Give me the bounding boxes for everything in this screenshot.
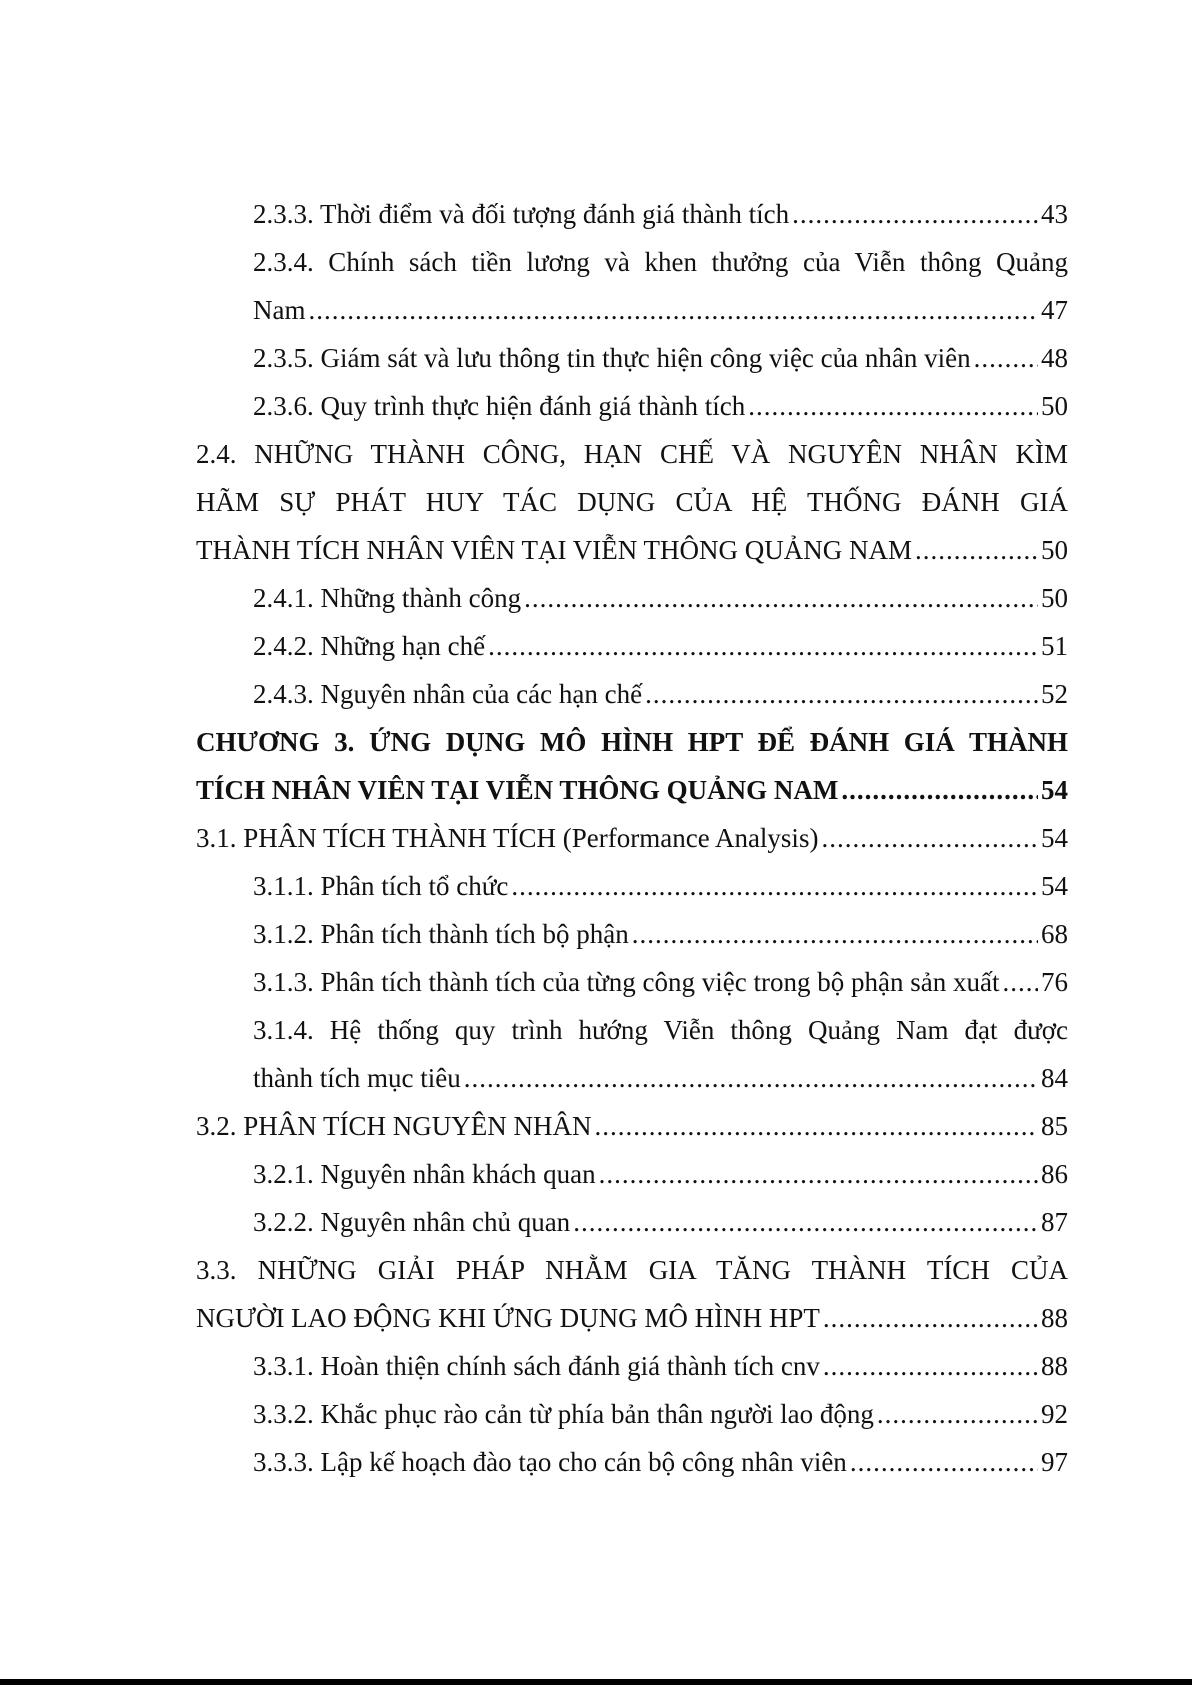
toc-entry-line — [196, 766, 1068, 814]
toc-entry-title: TÍCH NHÂN VIÊN TẠI VIỄN THÔNG QUẢNG NAM — [196, 775, 839, 805]
dot-leader — [841, 766, 1038, 814]
toc-entry-line — [253, 670, 1068, 718]
toc-entry[interactable] — [196, 958, 1068, 1006]
toc-entry-title: Nam — [253, 295, 306, 325]
toc-entry-line — [196, 1246, 1068, 1294]
toc-entry-line — [253, 1390, 1068, 1438]
toc-entry-line — [253, 622, 1068, 670]
toc-page-number: 54 — [1041, 823, 1068, 853]
toc-entry-line — [253, 1054, 1068, 1102]
toc-entry[interactable] — [196, 1438, 1068, 1486]
toc-page-number: 84 — [1041, 1063, 1068, 1093]
toc-entry-title: 3.3.1. Hoàn thiện chính sách đánh giá thành tích cnv — [253, 1351, 820, 1381]
toc-page-number: 54 — [1041, 871, 1068, 901]
toc-page-number: 68 — [1041, 919, 1068, 949]
dot-leader — [915, 526, 1038, 574]
toc-entry-title: NGƯỜI LAO ĐỘNG KHI ỨNG DỤNG MÔ HÌNH HPT — [196, 1303, 820, 1333]
toc-entry-line — [253, 910, 1068, 958]
toc-entry[interactable] — [196, 190, 1068, 238]
toc-entry[interactable] — [196, 814, 1068, 862]
toc-entry-title: 3.1.3. Phân tích thành tích của từng công việc trong bộ phận sản xuất — [253, 967, 1000, 997]
dot-leader — [974, 334, 1038, 382]
dot-leader — [823, 1294, 1038, 1342]
toc-entry-line — [196, 526, 1068, 574]
toc-entry-line — [196, 430, 1068, 478]
dot-leader — [573, 1198, 1038, 1246]
toc-entry-title: 3.1. PHÂN TÍCH THÀNH TÍCH (Performance Analysis) — [196, 823, 819, 853]
toc-entry-title: 3.1.2. Phân tích thành tích bộ phận — [253, 919, 629, 949]
toc-entry-title: 2.3.3. Thời điểm và đối tượng đánh giá thành tích — [253, 199, 790, 229]
toc-page-number: 47 — [1041, 295, 1068, 325]
toc-entry-title: THÀNH TÍCH NHÂN VIÊN TẠI VIỄN THÔNG QUẢNG NAM — [196, 535, 912, 565]
toc-entry-line — [253, 958, 1068, 1006]
dot-leader — [464, 1054, 1038, 1102]
toc-entry-line — [196, 718, 1068, 766]
toc-entry[interactable] — [196, 574, 1068, 622]
toc-entry-line — [253, 862, 1068, 910]
dot-leader — [792, 190, 1038, 238]
toc-page-number: 43 — [1041, 199, 1068, 229]
toc-page-number: 48 — [1041, 343, 1068, 373]
toc-page-number: 88 — [1041, 1351, 1068, 1381]
toc-entry-title: thành tích mục tiêu — [253, 1063, 461, 1093]
toc-entry-line — [253, 1150, 1068, 1198]
dot-leader — [595, 1102, 1039, 1150]
dot-leader — [599, 1150, 1038, 1198]
bottom-border — [0, 1679, 1192, 1685]
toc-page-number: 54 — [1041, 775, 1068, 805]
toc-page-number: 97 — [1041, 1447, 1068, 1477]
toc-entry-title: 2.4.2. Những hạn chế — [253, 631, 486, 661]
toc-entry-line — [196, 814, 1068, 862]
table-of-contents — [196, 190, 1068, 1486]
toc-entry[interactable] — [196, 1102, 1068, 1150]
toc-page-number: 76 — [1041, 967, 1068, 997]
toc-entry[interactable] — [196, 334, 1068, 382]
dot-leader — [632, 910, 1038, 958]
dot-leader — [1002, 958, 1038, 1006]
toc-entry[interactable] — [196, 1390, 1068, 1438]
dot-leader — [524, 574, 1038, 622]
toc-entry-line — [253, 190, 1068, 238]
toc-entry[interactable] — [196, 1006, 1068, 1102]
toc-page-number: 85 — [1041, 1111, 1068, 1141]
toc-page-number: 50 — [1041, 535, 1068, 565]
toc-entry-line — [196, 1294, 1068, 1342]
toc-page-number: 50 — [1041, 583, 1068, 613]
toc-page-number: 86 — [1041, 1159, 1068, 1189]
toc-page-number: 52 — [1041, 679, 1068, 709]
toc-page-number: 51 — [1041, 631, 1068, 661]
toc-entry-title: HÃM SỰ PHÁT HUY TÁC DỤNG CỦA HỆ THỐNG ĐÁNH GIÁ — [196, 487, 1068, 517]
dot-leader — [877, 1390, 1038, 1438]
toc-page-number: 50 — [1041, 391, 1068, 421]
dot-leader — [823, 1342, 1038, 1390]
dot-leader — [821, 814, 1038, 862]
toc-entry-title: 3.3.2. Khắc phục rào cản từ phía bản thân người lao động — [253, 1399, 874, 1429]
toc-entry-line — [253, 334, 1068, 382]
toc-entry[interactable] — [196, 670, 1068, 718]
toc-entry[interactable] — [196, 430, 1068, 574]
toc-entry-title: 3.2. PHÂN TÍCH NGUYÊN NHÂN — [196, 1111, 592, 1141]
toc-entry[interactable] — [196, 622, 1068, 670]
dot-leader — [308, 286, 1038, 334]
toc-page-number: 88 — [1041, 1303, 1068, 1333]
toc-entry-line — [253, 1342, 1068, 1390]
dot-leader — [645, 670, 1038, 718]
toc-page-number: 92 — [1041, 1399, 1068, 1429]
toc-entry[interactable] — [196, 862, 1068, 910]
toc-entry-title: 3.2.1. Nguyên nhân khách quan — [253, 1159, 596, 1189]
toc-entry[interactable] — [196, 1342, 1068, 1390]
toc-entry-line — [253, 286, 1068, 334]
toc-entry[interactable] — [196, 910, 1068, 958]
dot-leader — [511, 862, 1038, 910]
toc-entry-line — [196, 1102, 1068, 1150]
toc-entry-line — [196, 478, 1068, 526]
toc-entry[interactable] — [196, 718, 1068, 814]
toc-entry-title: 2.4. NHỮNG THÀNH CÔNG, HẠN CHẾ VÀ NGUYÊN NHÂN KÌM — [196, 439, 1068, 469]
toc-entry-title: 2.4.1. Những thành công — [253, 583, 522, 613]
toc-entry-line — [253, 1198, 1068, 1246]
toc-entry-title: 3.2.2. Nguyên nhân chủ quan — [253, 1207, 571, 1237]
dot-leader — [748, 382, 1038, 430]
toc-entry-title: CHƯƠNG 3. ỨNG DỤNG MÔ HÌNH HPT ĐỂ ĐÁNH GIÁ THÀNH — [196, 727, 1068, 757]
toc-entry[interactable] — [196, 1198, 1068, 1246]
toc-page-number: 87 — [1041, 1207, 1068, 1237]
toc-entry-title: 2.3.5. Giám sát và lưu thông tin thực hiện công việc của nhân viên — [253, 343, 971, 373]
toc-entry-title: 2.3.6. Quy trình thực hiện đánh giá thành tích — [253, 391, 746, 421]
toc-entry-title: 2.4.3. Nguyên nhân của các hạn chế — [253, 679, 643, 709]
toc-entry[interactable] — [196, 382, 1068, 430]
toc-entry-line — [253, 574, 1068, 622]
dot-leader — [488, 622, 1038, 670]
toc-entry-line — [253, 1006, 1068, 1054]
toc-entry[interactable] — [196, 1246, 1068, 1342]
toc-entry-title: 3.3.3. Lập kế hoạch đào tạo cho cán bộ công nhân viên — [253, 1447, 847, 1477]
toc-entry-title: 2.3.4. Chính sách tiền lương và khen thưởng của Viễn thông Quảng — [253, 247, 1068, 277]
toc-entry-line — [253, 238, 1068, 286]
toc-entry-title: 3.1.4. Hệ thống quy trình hướng Viễn thông Quảng Nam đạt được — [253, 1015, 1068, 1045]
toc-entry-title: 3.1.1. Phân tích tổ chức — [253, 871, 509, 901]
toc-entry[interactable] — [196, 1150, 1068, 1198]
dot-leader — [850, 1438, 1038, 1486]
toc-entry-line — [253, 382, 1068, 430]
toc-entry-line — [253, 1438, 1068, 1486]
toc-entry[interactable] — [196, 238, 1068, 334]
toc-entry-title: 3.3. NHỮNG GIẢI PHÁP NHẰM GIA TĂNG THÀNH TÍCH CỦA — [196, 1255, 1068, 1285]
